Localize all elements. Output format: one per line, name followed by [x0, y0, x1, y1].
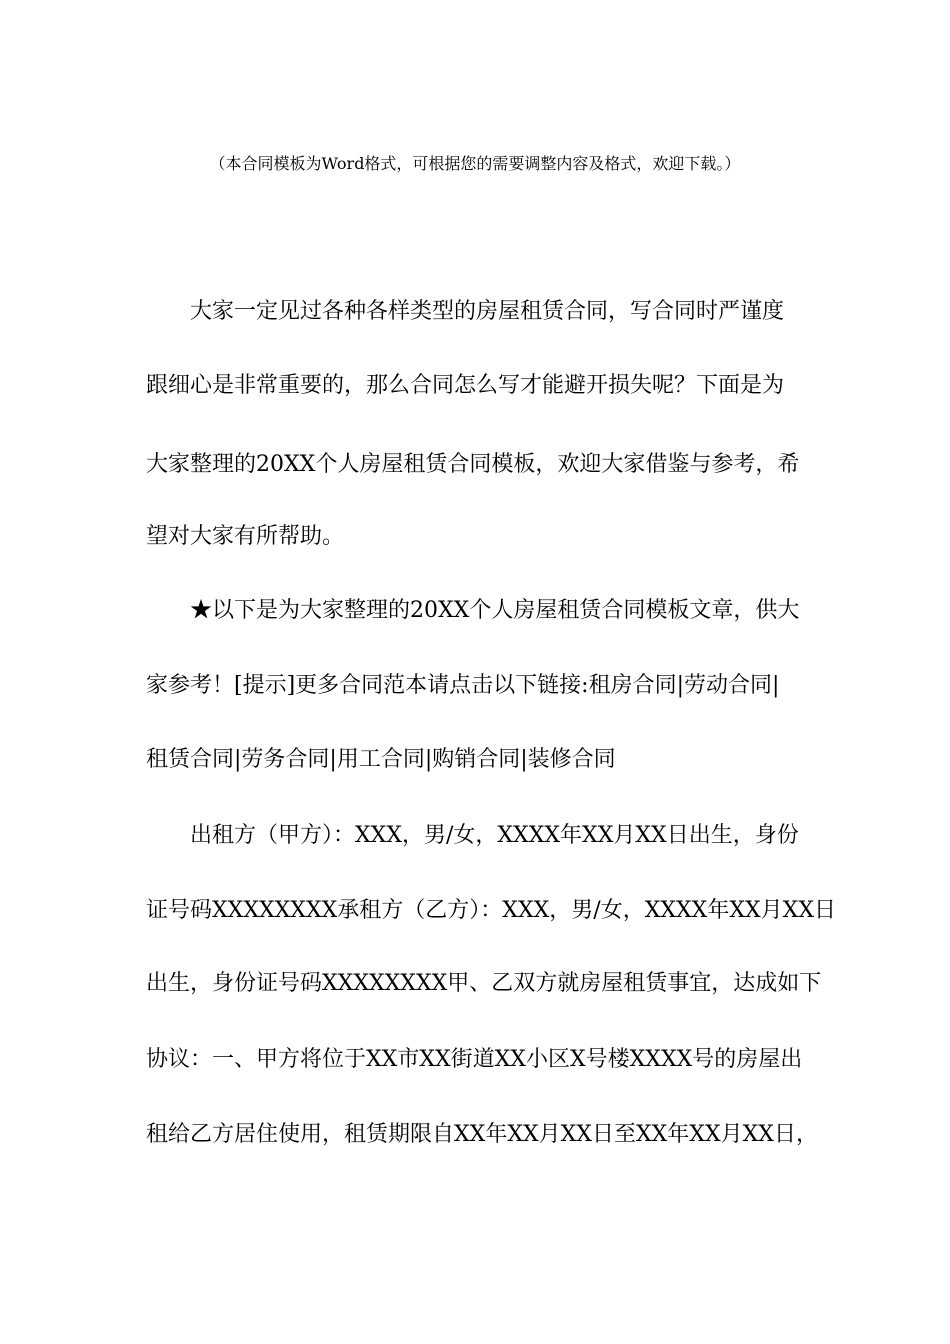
paragraph-2-line-2: 家参考！[提示]更多合同范本请点击以下链接:租房合同|劳动合同|: [146, 673, 780, 698]
paragraph-3-line-5: 租给乙方居住使用，租赁期限自XX年XX月XX日至XX年XX月XX日，: [146, 1122, 818, 1147]
paragraph-3-line-4: 协议：一、甲方将位于XX市XX街道XX小区X号楼XXXX号的房屋出: [146, 1047, 803, 1072]
paragraph-3-line-3: 出生，身份证号码XXXXXXXX甲、乙双方就房屋租赁事宜，达成如下: [146, 971, 822, 996]
format-note: （本合同模板为Word格式，可根据您的需要调整内容及格式，欢迎下载。）: [209, 154, 741, 173]
paragraph-1-line-3: 大家整理的20XX个人房屋租赁合同模板，欢迎大家借鉴与参考，希: [146, 452, 800, 477]
paragraph-3-line-1: 出租方（甲方）：XXX，男/女，XXXX年XX月XX日出生，身份: [190, 823, 799, 848]
paragraph-2-line-3: 租赁合同|劳务合同|用工合同|购销合同|装修合同: [146, 747, 616, 772]
paragraph-3-line-2: 证号码XXXXXXXX承租方（乙方）：XXX，男/女，XXXX年XX月XX日: [146, 898, 836, 923]
paragraph-1-line-2: 跟细心是非常重要的，那么合同怎么写才能避开损失呢？下面是为: [146, 373, 785, 398]
paragraph-1-line-1: 大家一定见过各种各样类型的房屋租赁合同，写合同时严谨度: [190, 299, 785, 324]
paragraph-2-line-1: ★以下是为大家整理的20XX个人房屋租赁合同模板文章，供大: [190, 598, 800, 623]
paragraph-1-line-4: 望对大家有所帮助。: [146, 524, 345, 549]
